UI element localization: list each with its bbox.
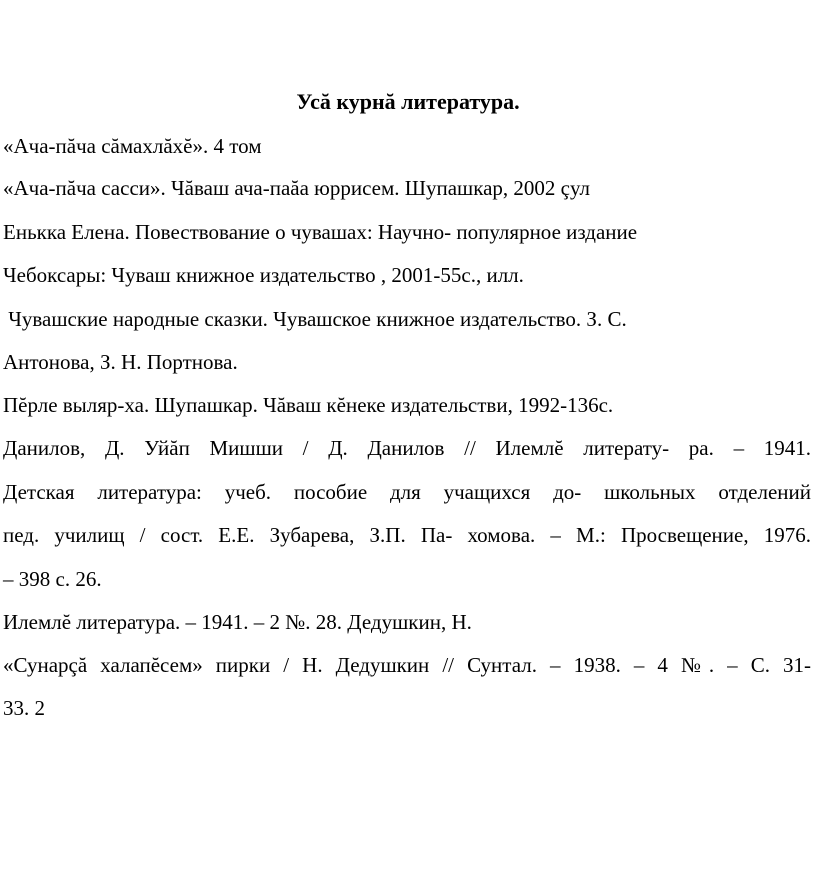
text-line-8: Данилов, Д. Уйăп Мишши / Д. Данилов // Илемлĕ литерату- ра. – 1941. bbox=[3, 436, 811, 460]
text-line-6: Антонова, З. Н. Портнова. bbox=[3, 350, 238, 374]
text-line-4: Чебоксары: Чуваш книжное издательство , 2001-55с., илл. bbox=[3, 263, 524, 287]
text-line-3: Енькка Елена. Повествование о чувашах: Научно- популярное издание bbox=[3, 220, 638, 244]
text-line-13: «Сунарçă халапĕсем» пирки / Н. Дедушкин // Сунтал. – 1938. – 4 №. – С. 31- bbox=[3, 653, 811, 677]
text-line-2: «Ача-пăча сасси». Чăваш ача-паăа юррисем. Шупашкар, 2002 çул bbox=[3, 176, 591, 200]
text-line-14: 33. 2 bbox=[3, 696, 45, 720]
text-line-1: «Ача-пăча сăмахлăхĕ». 4 том bbox=[3, 134, 262, 158]
text-line-9: Детская литература: учеб. пособие для учащихся до- школьных отделений bbox=[3, 480, 811, 504]
text-line-11: – 398 с. 26. bbox=[3, 567, 102, 591]
text-line-7: Пĕрле выляр-ха. Шупашкар. Чăваш кĕнеке издательстви, 1992-136с. bbox=[3, 393, 614, 417]
document-title: Усă курнă литература. bbox=[296, 89, 520, 114]
text-line-10: пед. училищ / сост. Е.Е. Зубарева, З.П. Па- хомова. – М.: Просвещение, 1976. bbox=[3, 523, 811, 547]
text-line-5: Чувашские народные сказки. Чувашское книжное издательство. З. С. bbox=[3, 307, 627, 331]
text-line-12: Илемлĕ литература. – 1941. – 2 №. 28. Дедушкин, Н. bbox=[3, 610, 472, 634]
